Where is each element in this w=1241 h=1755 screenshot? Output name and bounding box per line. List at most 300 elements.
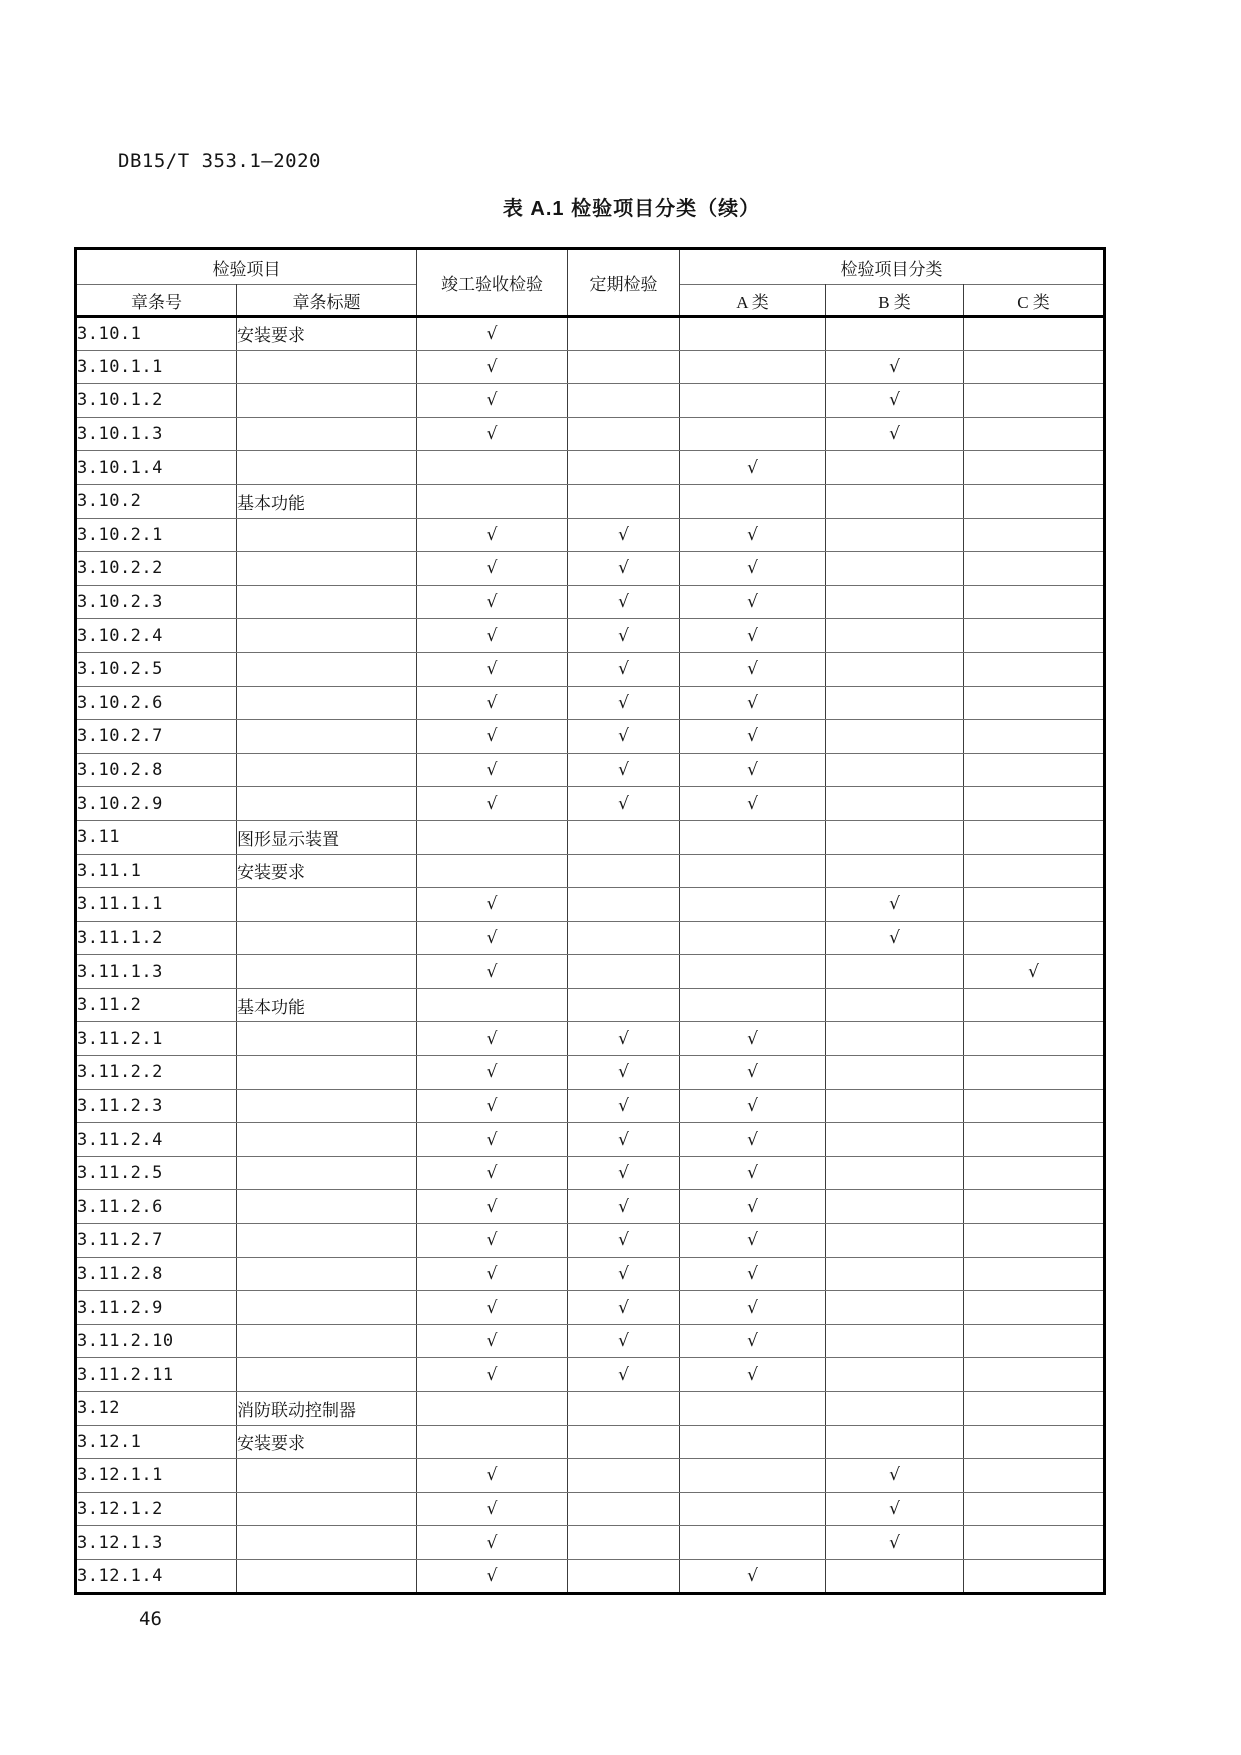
class-c-check-cell [964, 585, 1105, 619]
checkmark: √ [618, 726, 629, 747]
checkmark: √ [618, 625, 629, 646]
periodic-check-cell [568, 1056, 680, 1090]
checkmark: √ [486, 793, 498, 814]
table-title: 表 A.1 检验项目分类（续） [502, 198, 761, 220]
checkmark: √ [486, 592, 498, 613]
class-b-check-cell [826, 1324, 964, 1358]
class-b-check-cell [826, 1056, 964, 1090]
checkmark: √ [486, 1297, 498, 1318]
checkmark: √ [486, 726, 498, 747]
periodic-check-cell [568, 1392, 680, 1426]
header-clause-title: 章条标题 [237, 285, 417, 317]
clause-number-cell: 3.12.1 [76, 1425, 237, 1459]
table-row [76, 317, 1105, 351]
class-c-check-cell [964, 518, 1105, 552]
periodic-check-cell [568, 652, 680, 686]
class-c-check-cell [964, 787, 1105, 821]
clause-title-cell: 安装要求 [237, 1425, 417, 1459]
class-b-check-cell [826, 451, 964, 485]
table-row [76, 1156, 1105, 1190]
class-c-check-cell [964, 652, 1105, 686]
clause-title-cell [237, 1123, 417, 1157]
class-a-check-cell [680, 1459, 826, 1493]
periodic-check-cell [568, 1324, 680, 1358]
completion-check-cell [417, 1492, 568, 1526]
class-b-check-cell [826, 921, 964, 955]
class-c-check-cell [964, 888, 1105, 922]
table-row [76, 518, 1105, 552]
completion-check-cell [417, 1156, 568, 1190]
header-class-a: A 类 [680, 285, 826, 317]
clause-title-cell [237, 1559, 417, 1593]
checkmark: √ [618, 1062, 629, 1083]
periodic-check-cell [568, 1123, 680, 1157]
clause-title-cell [237, 720, 417, 754]
clause-title-cell [237, 1526, 417, 1560]
periodic-check-cell [568, 1425, 680, 1459]
periodic-check-cell [568, 619, 680, 653]
clause-number-cell: 3.11.2.2 [76, 1056, 237, 1090]
class-b-check-cell [826, 417, 964, 451]
class-b-check-cell [826, 619, 964, 653]
class-b-check-cell [826, 1459, 964, 1493]
table-row [76, 955, 1105, 989]
checkmark: √ [486, 524, 498, 545]
class-a-check-cell [680, 1056, 826, 1090]
clause-number-cell: 3.10.2.9 [76, 787, 237, 821]
class-a-check-cell [680, 753, 826, 787]
class-a-check-cell [680, 552, 826, 586]
periodic-check-cell [568, 1358, 680, 1392]
checkmark: √ [747, 1163, 758, 1184]
periodic-check-cell [568, 384, 680, 418]
periodic-check-cell [568, 350, 680, 384]
completion-check-cell [417, 518, 568, 552]
class-a-check-cell [680, 451, 826, 485]
checkmark: √ [618, 1129, 629, 1150]
table-row [76, 1324, 1105, 1358]
table-row [76, 1089, 1105, 1123]
class-c-check-cell [964, 753, 1105, 787]
clause-title-cell [237, 753, 417, 787]
table-row [76, 686, 1105, 720]
clause-number-cell: 3.11.2.8 [76, 1257, 237, 1291]
table-row [76, 888, 1105, 922]
table-row [76, 1392, 1105, 1426]
class-c-check-cell [964, 1324, 1105, 1358]
clause-number-cell: 3.11.2.4 [76, 1123, 237, 1157]
clause-title-cell [237, 1022, 417, 1056]
table-row [76, 1492, 1105, 1526]
completion-check-cell [417, 921, 568, 955]
checkmark: √ [618, 1331, 629, 1352]
periodic-check-cell [568, 1291, 680, 1325]
checkmark: √ [486, 894, 498, 915]
completion-check-cell [417, 753, 568, 787]
checkmark: √ [747, 1062, 758, 1083]
completion-check-cell [417, 652, 568, 686]
checkmark: √ [889, 1499, 900, 1520]
clause-number-cell: 3.11.1.2 [76, 921, 237, 955]
periodic-check-cell [568, 854, 680, 888]
completion-check-cell [417, 1190, 568, 1224]
completion-check-cell [417, 888, 568, 922]
clause-number-cell: 3.12.1.3 [76, 1526, 237, 1560]
clause-title-cell [237, 1089, 417, 1123]
periodic-check-cell [568, 1526, 680, 1560]
checkmark: √ [747, 760, 758, 781]
class-b-check-cell [826, 720, 964, 754]
checkmark: √ [618, 1364, 629, 1385]
table-row [76, 619, 1105, 653]
table-row [76, 1358, 1105, 1392]
periodic-check-cell [568, 1190, 680, 1224]
checkmark: √ [889, 927, 900, 948]
class-b-check-cell [826, 1559, 964, 1593]
checkmark: √ [747, 1364, 758, 1385]
class-c-check-cell [964, 988, 1105, 1022]
header-inspection-item: 检验项目 [76, 249, 417, 285]
periodic-check-cell [568, 1156, 680, 1190]
checkmark: √ [486, 558, 498, 579]
table-row [76, 1190, 1105, 1224]
class-c-check-cell [964, 619, 1105, 653]
checkmark: √ [486, 1062, 498, 1083]
class-a-check-cell [680, 350, 826, 384]
table-row [76, 988, 1105, 1022]
clause-title-cell: 安装要求 [237, 854, 417, 888]
checkmark: √ [486, 356, 498, 377]
clause-number-cell: 3.11.2.10 [76, 1324, 237, 1358]
class-b-check-cell [826, 955, 964, 989]
checkmark: √ [747, 793, 758, 814]
inspection-table [74, 247, 1106, 1595]
table-row [76, 1257, 1105, 1291]
checkmark: √ [486, 1028, 498, 1049]
checkmark: √ [618, 592, 629, 613]
clause-title-cell: 安装要求 [237, 317, 417, 351]
checkmark: √ [486, 1129, 498, 1150]
class-b-check-cell [826, 854, 964, 888]
checkmark: √ [486, 1532, 498, 1553]
clause-title-cell [237, 417, 417, 451]
table-row [76, 585, 1105, 619]
completion-check-cell [417, 451, 568, 485]
completion-check-cell [417, 1324, 568, 1358]
completion-check-cell [417, 1089, 568, 1123]
class-a-check-cell [680, 518, 826, 552]
table-row [76, 1056, 1105, 1090]
checkmark: √ [747, 592, 758, 613]
periodic-check-cell [568, 417, 680, 451]
class-c-check-cell [964, 451, 1105, 485]
checkmark: √ [486, 1331, 498, 1352]
checkmark: √ [889, 424, 900, 445]
clause-title-cell [237, 686, 417, 720]
class-a-check-cell [680, 787, 826, 821]
periodic-check-cell [568, 518, 680, 552]
class-b-check-cell [826, 988, 964, 1022]
class-a-check-cell [680, 1190, 826, 1224]
completion-check-cell [417, 720, 568, 754]
clause-number-cell: 3.12.1.2 [76, 1492, 237, 1526]
clause-title-cell: 图形显示装置 [237, 820, 417, 854]
checkmark: √ [747, 1263, 758, 1284]
checkmark: √ [486, 1196, 498, 1217]
checkmark: √ [486, 323, 498, 344]
checkmark: √ [486, 927, 498, 948]
checkmark: √ [747, 1028, 758, 1049]
class-a-check-cell [680, 1022, 826, 1056]
class-c-check-cell [964, 1089, 1105, 1123]
class-b-check-cell [826, 518, 964, 552]
table-row [76, 921, 1105, 955]
clause-number-cell: 3.11.1.3 [76, 955, 237, 989]
clause-number-cell: 3.10.2.3 [76, 585, 237, 619]
clause-title-cell [237, 1358, 417, 1392]
clause-title-cell [237, 1190, 417, 1224]
class-c-check-cell [964, 1156, 1105, 1190]
completion-check-cell [417, 854, 568, 888]
clause-title-cell [237, 1324, 417, 1358]
checkmark: √ [618, 1297, 629, 1318]
clause-number-cell: 3.11.2.1 [76, 1022, 237, 1056]
class-c-check-cell [964, 552, 1105, 586]
checkmark: √ [618, 1263, 629, 1284]
completion-check-cell [417, 1425, 568, 1459]
clause-number-cell: 3.10.2.7 [76, 720, 237, 754]
completion-check-cell [417, 787, 568, 821]
checkmark: √ [747, 1331, 758, 1352]
class-a-check-cell [680, 720, 826, 754]
clause-title-cell [237, 652, 417, 686]
class-a-check-cell [680, 1291, 826, 1325]
clause-number-cell: 3.10.1 [76, 317, 237, 351]
table-row [76, 753, 1105, 787]
completion-check-cell [417, 1022, 568, 1056]
doc-code: DB15/T 353.1—2020 [118, 150, 321, 172]
header-clause-number: 章条号 [76, 285, 237, 317]
periodic-check-cell [568, 720, 680, 754]
class-c-check-cell [964, 1291, 1105, 1325]
checkmark: √ [747, 1565, 758, 1586]
class-b-check-cell [826, 1392, 964, 1426]
clause-number-cell: 3.12 [76, 1392, 237, 1426]
checkmark: √ [747, 1297, 758, 1318]
class-a-check-cell [680, 988, 826, 1022]
class-c-check-cell [964, 1459, 1105, 1493]
checkmark: √ [486, 625, 498, 646]
class-c-check-cell [964, 317, 1105, 351]
class-c-check-cell [964, 1056, 1105, 1090]
completion-check-cell [417, 1559, 568, 1593]
header-class-b: B 类 [826, 285, 964, 317]
clause-title-cell [237, 1056, 417, 1090]
completion-check-cell [417, 1056, 568, 1090]
header-class-c: C 类 [964, 285, 1105, 317]
clause-title-cell [237, 1224, 417, 1258]
checkmark: √ [618, 1163, 629, 1184]
class-a-check-cell [680, 1224, 826, 1258]
class-a-check-cell [680, 1559, 826, 1593]
checkmark: √ [618, 793, 629, 814]
checkmark: √ [747, 726, 758, 747]
completion-check-cell [417, 1123, 568, 1157]
clause-number-cell: 3.11.1 [76, 854, 237, 888]
periodic-check-cell [568, 753, 680, 787]
completion-check-cell [417, 619, 568, 653]
checkmark: √ [486, 659, 498, 680]
clause-number-cell: 3.12.1.1 [76, 1459, 237, 1493]
clause-title-cell [237, 955, 417, 989]
table-row [76, 1425, 1105, 1459]
class-c-check-cell [964, 854, 1105, 888]
checkmark: √ [747, 1196, 758, 1217]
checkmark: √ [486, 760, 498, 781]
class-b-check-cell [826, 384, 964, 418]
class-a-check-cell [680, 1492, 826, 1526]
class-b-check-cell [826, 484, 964, 518]
periodic-check-cell [568, 686, 680, 720]
class-c-check-cell [964, 1559, 1105, 1593]
clause-title-cell [237, 1492, 417, 1526]
completion-check-cell [417, 955, 568, 989]
class-b-check-cell [826, 652, 964, 686]
header-completion-acceptance: 竣工验收检验 [417, 249, 568, 317]
class-a-check-cell [680, 652, 826, 686]
completion-check-cell [417, 1257, 568, 1291]
checkmark: √ [889, 894, 900, 915]
periodic-check-cell [568, 1022, 680, 1056]
class-b-check-cell [826, 350, 964, 384]
class-b-check-cell [826, 686, 964, 720]
periodic-check-cell [568, 955, 680, 989]
clause-number-cell: 3.11.2.7 [76, 1224, 237, 1258]
page-number: 46 [139, 1608, 162, 1630]
header-periodic-inspection: 定期检验 [568, 249, 680, 317]
class-a-check-cell [680, 1324, 826, 1358]
completion-check-cell [417, 384, 568, 418]
checkmark: √ [889, 1532, 900, 1553]
class-a-check-cell [680, 585, 826, 619]
clause-title-cell [237, 787, 417, 821]
clause-number-cell: 3.10.2 [76, 484, 237, 518]
class-c-check-cell [964, 350, 1105, 384]
checkmark: √ [486, 1465, 498, 1486]
table-row [76, 720, 1105, 754]
class-b-check-cell [826, 1492, 964, 1526]
class-c-check-cell [964, 921, 1105, 955]
clause-title-cell [237, 1459, 417, 1493]
completion-check-cell [417, 585, 568, 619]
checkmark: √ [486, 1095, 498, 1116]
checkmark: √ [618, 558, 629, 579]
checkmark: √ [747, 692, 758, 713]
checkmark: √ [486, 1230, 498, 1251]
checkmark: √ [618, 659, 629, 680]
class-b-check-cell [826, 1089, 964, 1123]
class-a-check-cell [680, 686, 826, 720]
table-row [76, 1559, 1105, 1593]
periodic-check-cell [568, 988, 680, 1022]
periodic-check-cell [568, 921, 680, 955]
clause-number-cell: 3.12.1.4 [76, 1559, 237, 1593]
clause-number-cell: 3.11.2.9 [76, 1291, 237, 1325]
clause-number-cell: 3.11.2.5 [76, 1156, 237, 1190]
clause-title-cell [237, 585, 417, 619]
table-header [76, 249, 1105, 317]
class-a-check-cell [680, 1156, 826, 1190]
class-b-check-cell [826, 1425, 964, 1459]
checkmark: √ [1028, 961, 1039, 982]
clause-title-cell [237, 552, 417, 586]
clause-title-cell [237, 1291, 417, 1325]
periodic-check-cell [568, 1224, 680, 1258]
checkmark: √ [486, 1565, 498, 1586]
clause-title-cell [237, 1257, 417, 1291]
class-c-check-cell [964, 1358, 1105, 1392]
table-row [76, 1123, 1105, 1157]
table-row [76, 350, 1105, 384]
table-row [76, 417, 1105, 451]
class-b-check-cell [826, 1257, 964, 1291]
table-row [76, 1526, 1105, 1560]
class-b-check-cell [826, 1022, 964, 1056]
class-b-check-cell [826, 552, 964, 586]
periodic-check-cell [568, 317, 680, 351]
checkmark: √ [486, 390, 498, 411]
checkmark: √ [486, 424, 498, 445]
table-row [76, 1459, 1105, 1493]
periodic-check-cell [568, 484, 680, 518]
completion-check-cell [417, 988, 568, 1022]
checkmark: √ [486, 1364, 498, 1385]
checkmark: √ [747, 558, 758, 579]
class-a-check-cell [680, 1358, 826, 1392]
class-a-check-cell [680, 955, 826, 989]
completion-check-cell [417, 317, 568, 351]
checkmark: √ [486, 961, 498, 982]
checkmark: √ [618, 692, 629, 713]
clause-title-cell [237, 619, 417, 653]
checkmark: √ [889, 390, 900, 411]
clause-title-cell [237, 1156, 417, 1190]
clause-number-cell: 3.10.2.4 [76, 619, 237, 653]
table-row [76, 652, 1105, 686]
clause-number-cell: 3.11.2 [76, 988, 237, 1022]
table-row [76, 552, 1105, 586]
clause-number-cell: 3.10.2.5 [76, 652, 237, 686]
class-c-check-cell [964, 417, 1105, 451]
completion-check-cell [417, 552, 568, 586]
checkmark: √ [889, 1465, 900, 1486]
checkmark: √ [747, 1129, 758, 1150]
class-c-check-cell [964, 484, 1105, 518]
periodic-check-cell [568, 888, 680, 922]
clause-number-cell: 3.10.2.2 [76, 552, 237, 586]
class-b-check-cell [826, 1358, 964, 1392]
clause-number-cell: 3.11.2.3 [76, 1089, 237, 1123]
clause-title-cell [237, 451, 417, 485]
class-a-check-cell [680, 484, 826, 518]
clause-title-cell [237, 384, 417, 418]
clause-number-cell: 3.11.2.6 [76, 1190, 237, 1224]
checkmark: √ [747, 625, 758, 646]
clause-title-cell [237, 921, 417, 955]
table-row [76, 484, 1105, 518]
checkmark: √ [618, 1196, 629, 1217]
class-a-check-cell [680, 1257, 826, 1291]
